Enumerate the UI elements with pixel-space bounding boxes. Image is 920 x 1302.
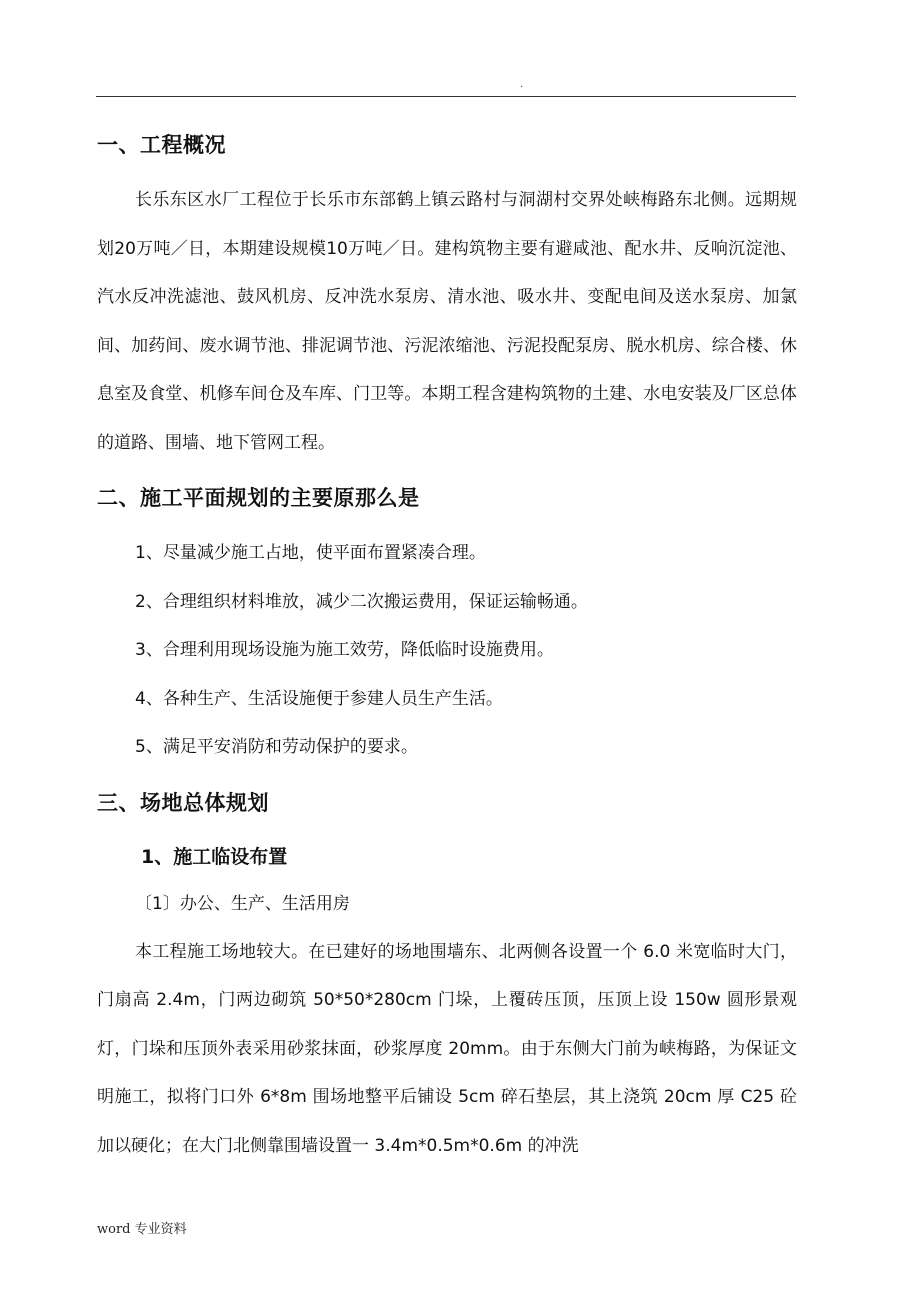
list-item: 3、合理利用现场设施为施工效劳，降低临时设施费用。 xyxy=(135,640,554,660)
list-item: 5、满足平安消防和劳动保护的要求。 xyxy=(135,737,418,757)
document-body xyxy=(97,122,797,1170)
principles-list xyxy=(97,529,797,772)
header-divider xyxy=(96,96,796,97)
section-1-paragraph: 长乐东区水厂工程位于长乐市东部鹤上镇云路村与洞湖村交界处峡梅路东北侧。远期规划20万吨／日，本期建设规模10万吨／日。建构筑物主要有避咸池、配水井、反响沉淀池、汽水反冲洗滤池、鼓风机房、反冲洗水泵房、清水池、吸水井、变配电间及送水泵房、加氯间、加药间、废水调节池、排泥调节池、污泥浓缩池、污泥投配泵房、脱水机房、综合楼、休息室及食堂、机修车间仓及车库、门卫等。本期工程含建构筑物的土建、水电安装及厂区总体的道路、围墙、地下管网工程。 xyxy=(97,190,797,453)
section-3-title: 三、场地总体规划 xyxy=(97,790,269,815)
section-1-title: 一、工程概况 xyxy=(97,133,226,157)
list-item: 2、合理组织材料堆放，减少二次搬运费用，保证运输畅通。 xyxy=(135,591,588,612)
item-office-housing: 〔1〕办公、生产、生活用房 xyxy=(135,893,350,914)
subsection-1-title: 1、施工临设布置 xyxy=(141,845,288,868)
header-mark: . xyxy=(520,79,524,90)
list-item: 4、各种生产、生活设施便于参建人员生产生活。 xyxy=(135,688,503,709)
list-item: 1、尽量减少施工占地，使平面布置紧凑合理。 xyxy=(135,543,486,563)
section-2-title: 二、施工平面规划的主要原那么是 xyxy=(97,486,420,510)
page-footer: word 专业资料 xyxy=(97,1222,187,1237)
section-3-paragraph: 本工程施工场地较大。在已建好的场地围墙东、北两侧各设置一个 6.0 米宽临时大门，门扇高 2.4m，门两边砌筑 50*50*280cm 门垛，上覆砖压顶，压顶上设 150w 圆形景观灯，门垛和压顶外表采用砂浆抹面，砂浆厚度 20mm。由于东侧大门前为峡梅路，为保证文明施工，拟将门口外 6*8m 围场地整平后铺设 5cm 碎石垫层，其上浇筑 20cm 厚 C25 砼加以硬化；在大门北侧靠围墙设置一 3.4m*0.5m*0.6m 的冲洗 xyxy=(97,941,797,1156)
